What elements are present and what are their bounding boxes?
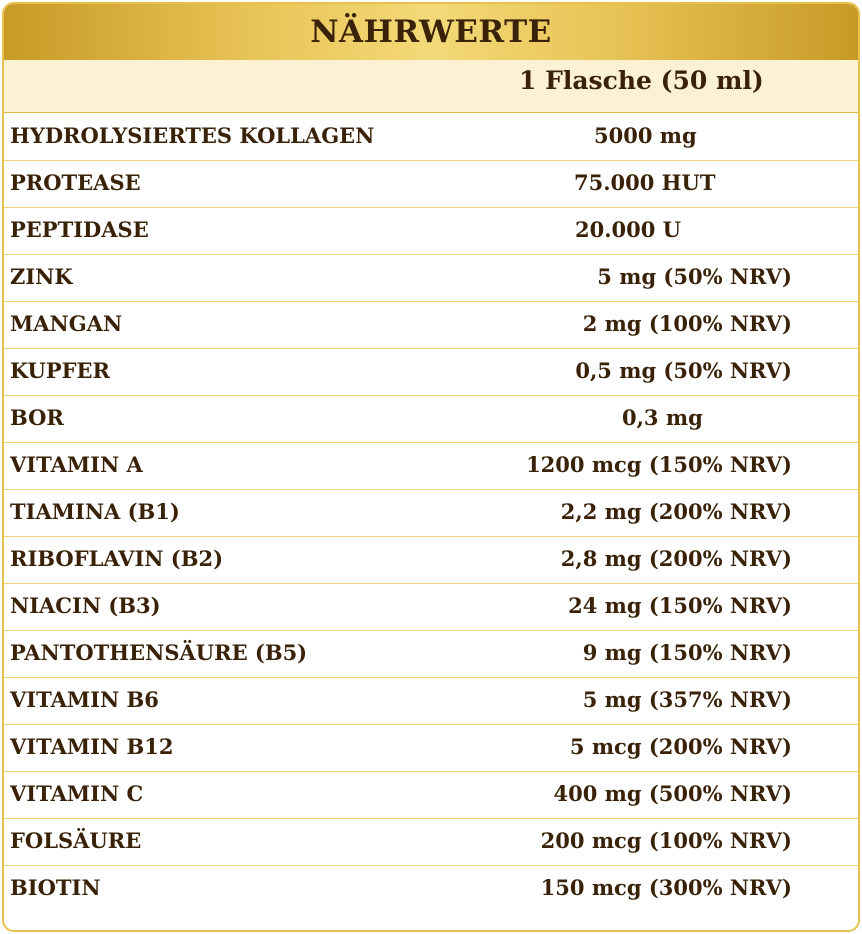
nutrient-value: 0,3 mg [622, 405, 703, 430]
column-header-serving: 1 Flasche (50 ml) [519, 66, 764, 95]
nutrient-name: BOR [10, 405, 64, 430]
table-row [4, 302, 858, 349]
nutrient-value: 5000 mg [594, 123, 697, 148]
table-row [4, 772, 858, 819]
title-bar [4, 4, 858, 60]
table-row [4, 866, 858, 913]
nutrient-name: MANGAN [10, 311, 123, 336]
table-row [4, 725, 858, 772]
table-title: NÄHRWERTE [310, 14, 552, 50]
table-row [4, 396, 858, 443]
table-row [4, 537, 858, 584]
nutrient-name: TIAMINA (B1) [10, 499, 180, 524]
nutrient-value: 1200 mcg (150% NRV) [526, 452, 792, 477]
nutrient-name: HYDROLYSIERTES KOLLAGEN [10, 123, 375, 148]
table-row [4, 443, 858, 490]
table-row [4, 678, 858, 725]
header-divider [4, 112, 858, 113]
nutrient-name: VITAMIN B6 [10, 687, 159, 712]
nutrient-name: NIACIN (B3) [10, 593, 161, 618]
nutrient-name: RIBOFLAVIN (B2) [10, 546, 224, 571]
column-header-row [4, 60, 858, 112]
table-row [4, 819, 858, 866]
table-row [4, 490, 858, 537]
table-row [4, 349, 858, 396]
nutrition-table [2, 2, 860, 932]
nutrient-value: 20.000 U [575, 217, 681, 242]
nutrient-name: PROTEASE [10, 170, 141, 195]
nutrient-name: VITAMIN B12 [10, 734, 174, 759]
nutrient-value: 5 mg (50% NRV) [597, 264, 792, 289]
nutrient-name: PANTOTHENSÄURE (B5) [10, 640, 308, 665]
table-row [4, 584, 858, 631]
table-row [4, 255, 858, 302]
nutrient-value: 150 mcg (300% NRV) [540, 875, 792, 900]
nutrient-value: 2,2 mg (200% NRV) [560, 499, 792, 524]
nutrient-value: 0,5 mg (50% NRV) [575, 358, 792, 383]
table-body [4, 114, 858, 913]
nutrient-value: 2 mg (100% NRV) [582, 311, 792, 336]
nutrient-name: VITAMIN C [10, 781, 144, 806]
table-row [4, 114, 858, 161]
nutrient-value: 5 mcg (200% NRV) [569, 734, 792, 759]
table-row [4, 208, 858, 255]
nutrient-value: 400 mg (500% NRV) [553, 781, 792, 806]
nutrient-value: 9 mg (150% NRV) [582, 640, 792, 665]
nutrient-value: 2,8 mg (200% NRV) [560, 546, 792, 571]
nutrient-value: 75.000 HUT [574, 170, 716, 195]
nutrient-name: ZINK [10, 264, 73, 289]
table-row [4, 161, 858, 208]
nutrient-value: 24 mg (150% NRV) [568, 593, 792, 618]
nutrient-name: BIOTIN [10, 875, 101, 900]
nutrient-name: PEPTIDASE [10, 217, 149, 242]
nutrient-value: 200 mcg (100% NRV) [540, 828, 792, 853]
nutrient-name: KUPFER [10, 358, 110, 383]
nutrient-name: FOLSÄURE [10, 828, 142, 853]
table-row [4, 631, 858, 678]
nutrient-name: VITAMIN A [10, 452, 143, 477]
nutrient-value: 5 mg (357% NRV) [582, 687, 792, 712]
